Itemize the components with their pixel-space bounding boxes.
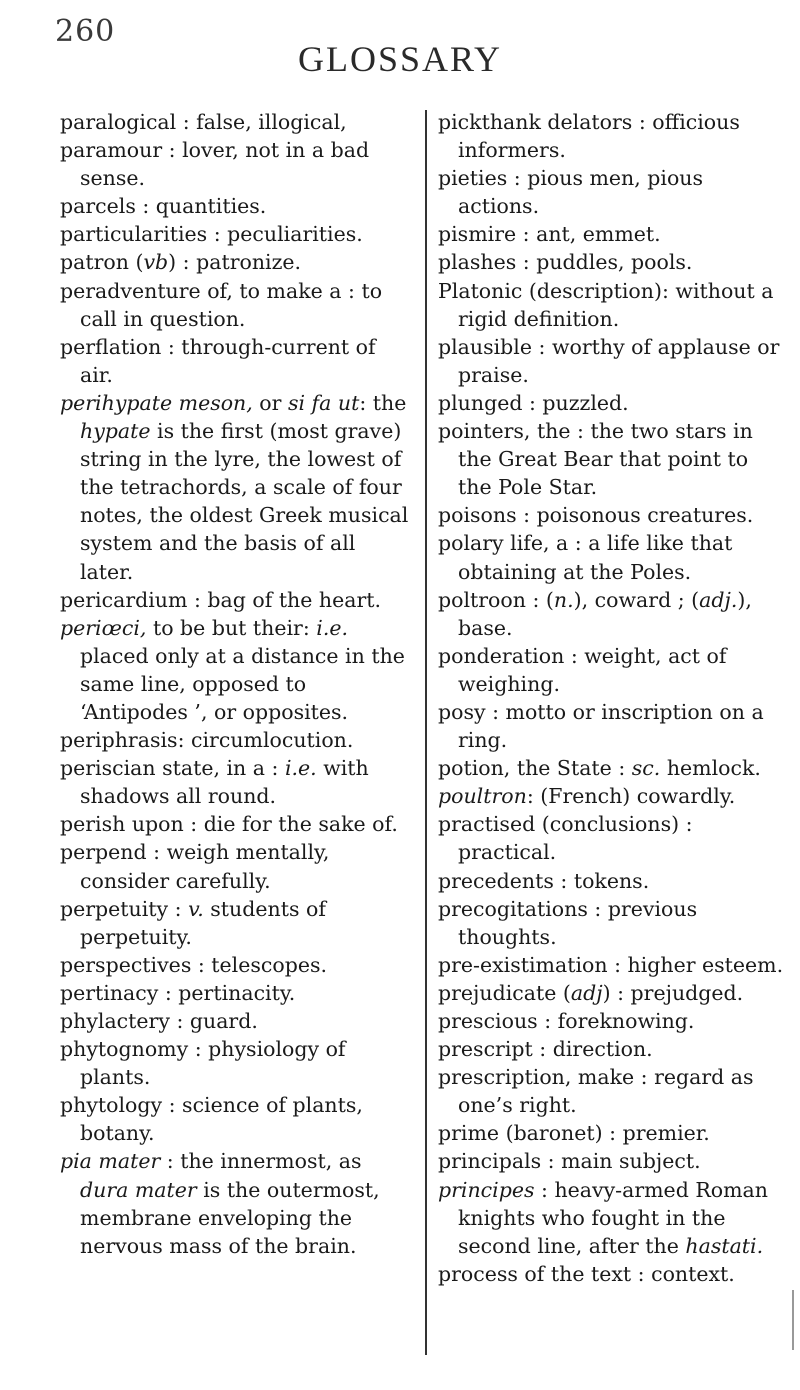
entry-term-alt: si fa ut [287, 390, 360, 415]
grammar-label: n. [553, 587, 574, 612]
entry-definition: premier. [622, 1121, 710, 1146]
entry-term: prejudicate [438, 980, 557, 1005]
entry-definition: through-current of air. [80, 334, 376, 387]
glossary-entry: ponderation : weight, act of weighing. [438, 643, 727, 696]
glossary-entry: posy : motto or inscription on a ring. [438, 699, 764, 753]
glossary-entry: principes : heavy-armed Roman knights who fought in the second line, after the hastati. [438, 1177, 768, 1258]
entry-term: periœci, [60, 615, 147, 640]
glossary-entry: perspectives : telescopes. [60, 952, 327, 977]
entry-definition: context. [651, 1261, 735, 1286]
entry-definition: weight, act of weighing. [458, 643, 727, 696]
entry-definition: previous thoughts. [458, 896, 698, 949]
entry-term: phytology [60, 1093, 163, 1118]
entry-definition: ), base. [458, 587, 752, 640]
glossary-entry: phytognomy : physiology of plants. [60, 1037, 346, 1090]
entry-term: principals [438, 1149, 542, 1174]
entry-definition: heavy-armed Roman knights who fought in the second line, after the [458, 1177, 768, 1258]
entry-term: polary life, a [438, 531, 569, 556]
glossary-entry: periœci, to be but their: i.e. placed only at a distance in the same line, opposed to ‘Antipodes ’, or opposites. [60, 615, 405, 724]
glossary-entry: perpetuity : v. students of perpetuity. [60, 896, 326, 949]
entry-term: poisons [438, 503, 517, 528]
entry-term: paramour [60, 138, 163, 163]
entry-definition: guard. [189, 1009, 258, 1033]
glossary-entry: pertinacy : pertinacity. [60, 980, 296, 1005]
glossary-entry: practised (conclusions) : practical. [438, 812, 693, 865]
entry-term: plashes [438, 250, 517, 275]
entry-term: pericardium [60, 587, 188, 612]
glossary-entry: principals : main subject. [438, 1149, 701, 1174]
glossary-entry: process of the text : context. [438, 1261, 735, 1286]
entry-term: prescript [438, 1037, 533, 1062]
entry-definition-italic: dura mater [80, 1177, 197, 1202]
glossary-column-left [60, 108, 410, 1260]
glossary-entry: perihypate meson, or si fa ut: the hypate is the first (most grave) string in the lyre, the lowest of the tetrachords, a scale of four notes, the oldest Greek musical system and the basis of all later. [60, 390, 409, 584]
entry-term: precedents [438, 868, 554, 893]
entry-definition: puddles, pools. [536, 250, 693, 275]
entry-definition-italic: i.e. [316, 615, 349, 640]
column-divider [425, 110, 427, 1355]
page-edge-mark [792, 1290, 794, 1350]
entry-term: perpend [60, 840, 147, 865]
entry-definition: foreknowing. [557, 1009, 695, 1033]
entry-term: principes [438, 1177, 535, 1202]
entry-term: Platonic (description) [438, 278, 662, 303]
entry-term: periphrasis [60, 728, 178, 753]
entry-definition: tokens. [573, 868, 650, 893]
glossary-entry: parcels : quantities. [60, 194, 267, 219]
glossary-entry: prescription, make : regard as one’s right. [438, 1065, 754, 1118]
entry-definition: science of plants, botany. [80, 1093, 363, 1146]
entry-definition: a life like that obtaining at the Poles. [458, 531, 733, 584]
glossary-entry: prescript : direction. [438, 1037, 653, 1062]
entry-term: posy [438, 699, 486, 724]
entry-definition: regard as one’s right. [458, 1065, 754, 1118]
entry-definition: lover, not in a bad sense. [80, 138, 370, 191]
glossary-entry: pickthank delators : officious informers. [438, 110, 740, 163]
entry-term: plausible [438, 334, 532, 359]
entry-term: peradventure of, to make a [60, 278, 342, 303]
glossary-column-right [438, 108, 788, 1288]
glossary-entry: Platonic (description): without a rigid definition. [438, 278, 774, 331]
entry-definition: direction. [552, 1037, 653, 1062]
entry-term: perflation [60, 334, 162, 359]
glossary-entry: potion, the State : sc. hemlock. [438, 756, 761, 781]
entry-definition: to call in question. [80, 278, 383, 331]
grammar-label: adj [570, 980, 603, 1005]
entry-definition-italic: i.e. [284, 756, 317, 781]
entry-definition: prejudged. [630, 980, 744, 1005]
entry-definition: ), coward ; ( [573, 587, 700, 612]
entry-term: pointers, the [438, 419, 571, 444]
glossary-entry: poltroon : (n.), coward ; (adj.), base. [438, 587, 752, 640]
glossary-entry: paramour : lover, not in a bad sense. [60, 138, 370, 191]
entry-term: perihypate meson, [60, 390, 253, 415]
glossary-entry: perpend : weigh mentally, consider carefully. [60, 840, 330, 893]
entry-definition: ( [545, 587, 554, 612]
entry-definition: : (French) cowardly. [526, 784, 736, 809]
glossary-entry: precogitations : previous thoughts. [438, 896, 698, 949]
entry-definition: patronize. [196, 250, 302, 275]
entry-term: phytognomy [60, 1037, 189, 1062]
entry-term: prescious [438, 1009, 538, 1033]
glossary-entry: pericardium : bag of the heart. [60, 587, 382, 612]
entry-definition: worthy of applause or praise. [458, 334, 780, 387]
glossary-entry: pia mater : the innermost, as dura mater is the outermost, membrane enveloping the nervous mass of the brain. [60, 1149, 380, 1258]
entry-term: parcels [60, 194, 136, 219]
entry-definition: practical. [458, 840, 557, 865]
entry-term: prime (baronet) [438, 1121, 603, 1146]
entry-term: pia mater [60, 1149, 161, 1174]
entry-definition: bag of the heart. [207, 587, 382, 612]
glossary-entry: periphrasis: circumlocution. [60, 728, 354, 753]
entry-term: perspectives [60, 952, 192, 977]
entry-definition: ant, emmet. [536, 222, 661, 247]
entry-definition: the [372, 390, 407, 415]
entry-term: poultron [438, 784, 527, 809]
entry-definition: the innermost, as [180, 1149, 362, 1174]
entry-definition: students of perpetuity. [80, 896, 326, 949]
entry-definition: pertinacity. [178, 980, 296, 1005]
entry-term: practised (conclusions) [438, 812, 680, 837]
entry-term: pertinacy [60, 980, 159, 1005]
entry-term: prescription, make [438, 1065, 635, 1090]
glossary-entry: precedents : tokens. [438, 868, 650, 893]
entry-definition-italic: hastati. [685, 1233, 764, 1258]
entry-term: periscian state, in a [60, 756, 265, 781]
entry-term: patron [60, 250, 129, 275]
entry-definition: puzzled. [542, 390, 629, 415]
entry-term: pieties [438, 166, 508, 191]
entry-term: plunged [438, 390, 523, 415]
entry-definition: weigh mentally, consider carefully. [80, 840, 330, 893]
entry-term: precogitations [438, 896, 588, 921]
entry-term: poltroon [438, 587, 526, 612]
glossary-entry: pointers, the : the two stars in the Great Bear that point to the Pole Star. [438, 419, 753, 500]
entry-definition: physiology of plants. [80, 1037, 346, 1090]
entry-term: perpetuity [60, 896, 169, 921]
glossary-entry: plashes : puddles, pools. [438, 250, 693, 275]
entry-definition: placed only at a distance in the same line, opposed to ‘Antipodes ’, or opposites. [80, 643, 405, 724]
entry-term: pismire [438, 222, 517, 247]
glossary-entry: prejudicate (adj) : prejudged. [438, 980, 744, 1005]
entry-definition: quantities. [155, 194, 267, 219]
entry-definition-italic: hypate [80, 419, 151, 444]
entry-term: potion, the State [438, 756, 612, 781]
running-head: GLOSSARY [297, 39, 503, 79]
entry-definition-italic: v. [188, 896, 204, 921]
entry-definition: motto or inscription on a ring. [458, 699, 764, 753]
entry-definition: poisonous creatures. [536, 503, 754, 528]
entry-definition: false, illogical, [196, 110, 347, 134]
glossary-entry: prescious : foreknowing. [438, 1009, 695, 1033]
glossary-entry: perflation : through-current of air. [60, 334, 376, 387]
glossary-entry: periscian state, in a : i.e. with shadows all round. [60, 756, 369, 809]
entry-definition: main subject. [561, 1149, 701, 1174]
glossary-entry: pieties : pious men, pious actions. [438, 166, 704, 219]
entry-term: phylactery [60, 1009, 170, 1033]
entry-definition: is the first (most grave) string in the lyre, the lowest of the tetrachords, a scale of four notes, the oldest Greek musical system and the basis of all later. [80, 419, 409, 584]
glossary-entry [438, 782, 788, 810]
glossary-entry: pismire : ant, emmet. [438, 222, 661, 247]
entry-term: pre-existimation [438, 952, 608, 977]
entry-term-connector: to be but their [146, 615, 303, 640]
glossary-entry: paralogical : false, illogical, [60, 110, 347, 134]
entry-definition: higher esteem. [627, 952, 784, 977]
glossary-entry: peradventure of, to make a : to call in question. [60, 278, 383, 331]
entry-definition: the two stars in the Great Bear that point to the Pole Star. [458, 419, 753, 500]
glossary-entry: phylactery : guard. [60, 1009, 258, 1033]
grammar-label: adj. [699, 587, 738, 612]
glossary-entry: plunged : puzzled. [438, 390, 629, 415]
entry-definition: without a rigid definition. [458, 278, 774, 331]
entry-term: paralogical [60, 110, 177, 134]
entry-definition: officious informers. [458, 110, 740, 163]
entry-definition-italic: sc. [631, 756, 661, 781]
glossary-entry: perish upon : die for the sake of. [60, 812, 398, 837]
glossary-entry: pre-existimation : higher esteem. [438, 952, 784, 977]
entry-definition: hemlock. [660, 756, 761, 781]
entry-term: ponderation [438, 643, 565, 668]
entry-term: perish upon [60, 812, 184, 837]
entry-definition: peculiarities. [227, 222, 363, 247]
entry-definition: is the outermost, membrane enveloping the nervous mass of the brain. [80, 1177, 380, 1258]
entry-term: pickthank delators [438, 110, 633, 134]
entry-definition: pious men, pious actions. [458, 166, 704, 219]
entry-term-connector: or [252, 390, 288, 415]
glossary-entry: phytology : science of plants, botany. [60, 1093, 363, 1146]
glossary-entry: polary life, a : a life like that obtaining at the Poles. [438, 531, 733, 584]
entry-definition: telescopes. [211, 952, 327, 977]
glossary-entry: patron (vb) : patronize. [60, 250, 302, 275]
glossary-entry: particularities : peculiarities. [60, 222, 363, 247]
glossary-entry: poisons : poisonous creatures. [438, 503, 754, 528]
glossary-entry: plausible : worthy of applause or praise. [438, 334, 780, 387]
entry-term: particularities [60, 222, 208, 247]
entry-definition: circumlocution. [191, 728, 354, 753]
entry-definition: die for the sake of. [203, 812, 398, 837]
entry-term: process of the text [438, 1261, 632, 1286]
glossary-entry: prime (baronet) : premier. [438, 1121, 710, 1146]
entry-definition: with shadows all round. [80, 756, 369, 809]
grammar-label: vb [143, 250, 169, 275]
page-number: 260 [55, 14, 116, 49]
